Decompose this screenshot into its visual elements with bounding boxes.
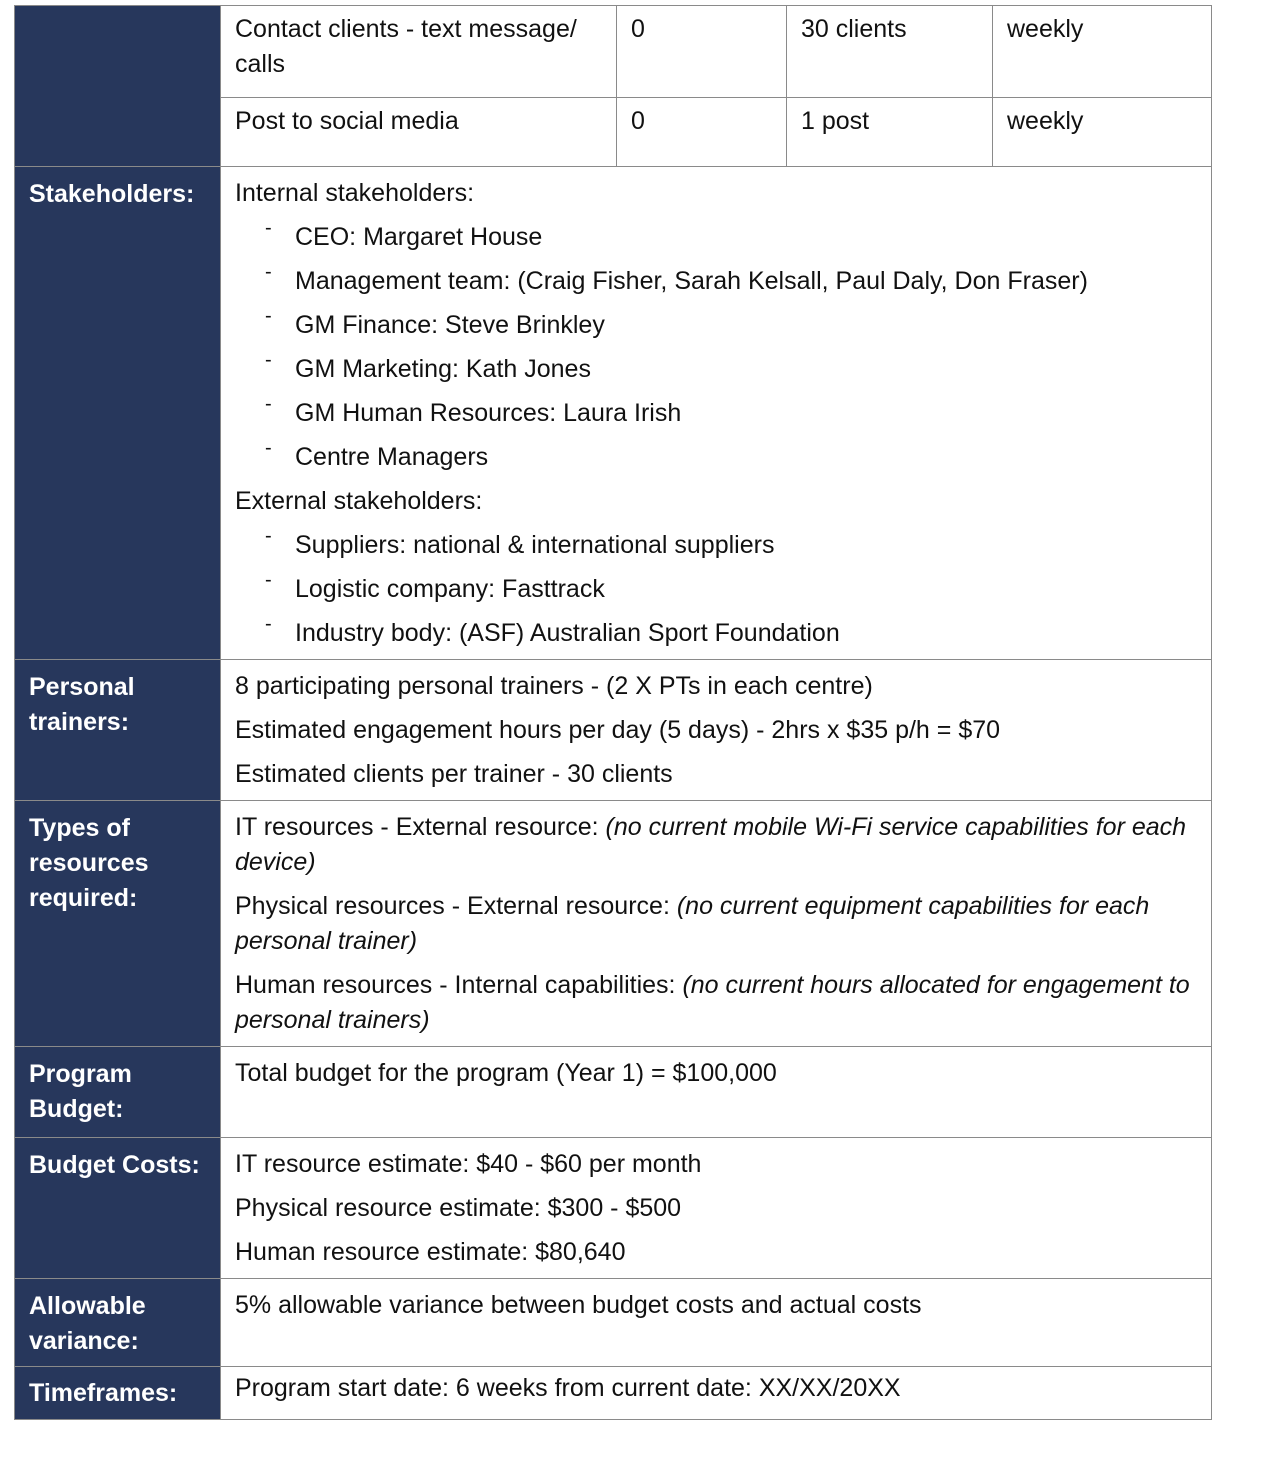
- personal-trainers-content: [221, 660, 1212, 801]
- resources-label: Types of resources required:: [15, 801, 221, 1047]
- activity-row: [15, 6, 1212, 98]
- text-line: 8 participating personal trainers - (2 X PTs in each centre): [235, 672, 873, 700]
- current-cell: 0: [617, 98, 787, 167]
- text-line: Human resource estimate: $80,640: [235, 1238, 626, 1266]
- list-item: - CEO: Margaret House: [235, 220, 1197, 255]
- stakeholders-content: [221, 167, 1212, 660]
- dash-bullet-icon: -: [265, 613, 272, 635]
- variance-label: Allowable variance:: [15, 1279, 221, 1367]
- external-heading: External stakeholders:: [235, 487, 483, 515]
- text-line: Physical resources - External resource: (no current equipment capabilities for each personal trainer): [235, 892, 1150, 955]
- budget-costs-content: [221, 1138, 1212, 1279]
- blank-label-cell: [15, 6, 221, 167]
- resources-row: [15, 801, 1212, 1047]
- budget-costs-label: Budget Costs:: [15, 1138, 221, 1279]
- dash-bullet-icon: -: [265, 305, 272, 327]
- dash-bullet-icon: -: [265, 569, 272, 591]
- dash-bullet-icon: -: [265, 349, 272, 371]
- frequency-cell: weekly: [993, 98, 1212, 167]
- list-item: - Logistic company: Fasttrack: [235, 572, 1197, 607]
- dash-bullet-icon: -: [265, 217, 272, 239]
- variance-row: [15, 1279, 1212, 1367]
- text-line: IT resources - External resource: (no current mobile Wi-Fi service capabilities for each device): [235, 813, 1187, 876]
- timeframes-row: [15, 1367, 1212, 1420]
- text-line: IT resource estimate: $40 - $60 per month: [235, 1150, 702, 1178]
- text-line: Physical resource estimate: $300 - $500: [235, 1194, 682, 1222]
- variance-content: 5% allowable variance between budget costs and actual costs: [221, 1279, 1212, 1367]
- dash-bullet-icon: -: [265, 525, 272, 547]
- list-item: - GM Finance: Steve Brinkley: [235, 308, 1197, 343]
- text-line: Estimated engagement hours per day (5 days) - 2hrs x $35 p/h = $70: [235, 716, 1001, 744]
- text-line: Human resources - Internal capabilities: (no current hours allocated for engagement to personal trainers): [235, 971, 1190, 1034]
- list-item: - Suppliers: national & international suppliers: [235, 528, 1197, 563]
- program-budget-label: Program Budget:: [15, 1047, 221, 1138]
- personal-trainers-label: Personal trainers:: [15, 660, 221, 801]
- list-item: - GM Human Resources: Laura Irish: [235, 396, 1197, 431]
- program-budget-row: [15, 1047, 1212, 1138]
- target-cell: 1 post: [787, 98, 993, 167]
- dash-bullet-icon: -: [265, 393, 272, 415]
- list-item: - Industry body: (ASF) Australian Sport Foundation: [235, 616, 1197, 651]
- dash-bullet-icon: -: [265, 261, 272, 283]
- list-item: - GM Marketing: Kath Jones: [235, 352, 1197, 387]
- list-item: - Management team: (Craig Fisher, Sarah Kelsall, Paul Daly, Don Fraser): [235, 264, 1197, 299]
- program-details-table: [14, 5, 1212, 1420]
- stakeholders-label: Stakeholders:: [15, 167, 221, 660]
- stakeholders-row: [15, 167, 1212, 660]
- activity-cell: Post to social media: [221, 98, 617, 167]
- current-cell: 0: [617, 6, 787, 98]
- activity-cell: Contact clients - text message/ calls: [221, 6, 617, 98]
- program-budget-content: Total budget for the program (Year 1) = $100,000: [221, 1047, 1212, 1138]
- resources-content: [221, 801, 1212, 1047]
- dash-bullet-icon: -: [265, 437, 272, 459]
- list-item: - Centre Managers: [235, 440, 1197, 475]
- frequency-cell: weekly: [993, 6, 1212, 98]
- target-cell: 30 clients: [787, 6, 993, 98]
- personal-trainers-row: [15, 660, 1212, 801]
- internal-heading: Internal stakeholders:: [235, 179, 475, 207]
- timeframes-content: Program start date: 6 weeks from current date: XX/XX/20XX: [221, 1367, 1212, 1420]
- timeframes-label: Timeframes:: [15, 1367, 221, 1420]
- budget-costs-row: [15, 1138, 1212, 1279]
- text-line: Estimated clients per trainer - 30 clients: [235, 760, 673, 788]
